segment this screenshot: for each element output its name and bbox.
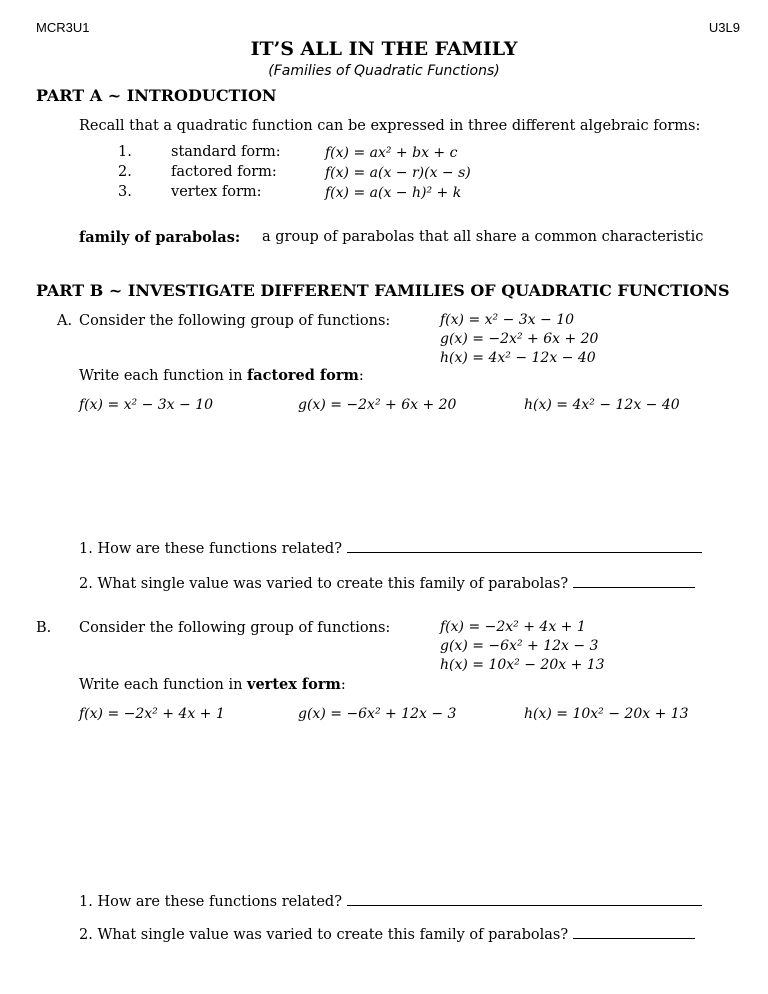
- form-equation: f(x) = ax² + bx + c: [325, 145, 458, 161]
- part-a-heading: PART A ~ INTRODUCTION: [36, 86, 277, 105]
- section-a-instruction: [79, 367, 364, 384]
- question-text: 2. What single value was varied to create this family of parabolas?: [79, 927, 569, 943]
- page-title: IT’S ALL IN THE FAMILY: [250, 38, 518, 60]
- section-b-question-2: [79, 926, 695, 943]
- work-f: f(x) = x² − 3x − 10: [79, 397, 214, 413]
- section-a-question-1: [79, 540, 702, 557]
- instruction-suffix: :: [340, 677, 346, 693]
- section-b-consider: Consider the following group of functions:: [79, 620, 391, 636]
- lesson-code: U3L9: [708, 20, 740, 35]
- section-a-consider: Consider the following group of functions:: [79, 313, 391, 329]
- part-b-heading: PART B ~ INVESTIGATE DIFFERENT FAMILIES OF QUADRATIC FUNCTIONS: [36, 281, 730, 300]
- definition-text: a group of parabolas that all share a common characteristic: [262, 229, 704, 245]
- function-h: h(x) = 4x² − 12x − 40: [440, 350, 596, 366]
- section-a-question-2: [79, 575, 695, 592]
- work-f: f(x) = −2x² + 4x + 1: [79, 706, 225, 722]
- answer-line[interactable]: [573, 575, 695, 588]
- form-equation: f(x) = a(x − r)(x − s): [325, 165, 471, 181]
- form-number: 3.: [118, 184, 132, 200]
- part-a-intro: Recall that a quadratic function can be expressed in three different algebraic forms:: [79, 118, 701, 134]
- question-text: 1. How are these functions related?: [79, 541, 342, 557]
- form-name: vertex form:: [171, 184, 262, 200]
- section-b-label: B.: [36, 620, 52, 636]
- form-name: standard form:: [171, 144, 281, 160]
- question-text: 1. How are these functions related?: [79, 894, 342, 910]
- instruction-prefix: Write each function in: [79, 368, 248, 384]
- instruction-suffix: :: [358, 368, 364, 384]
- function-h: h(x) = 10x² − 20x + 13: [440, 657, 605, 673]
- section-a-label: A.: [57, 313, 73, 329]
- work-g: g(x) = −6x² + 12x − 3: [298, 706, 457, 722]
- question-text: 2. What single value was varied to create this family of parabolas?: [79, 576, 569, 592]
- form-number: 2.: [118, 164, 132, 180]
- answer-line[interactable]: [347, 540, 702, 553]
- function-f: f(x) = −2x² + 4x + 1: [440, 619, 586, 635]
- definition-term: family of parabolas:: [79, 229, 241, 246]
- work-h: h(x) = 10x² − 20x + 13: [524, 706, 689, 722]
- function-g: g(x) = −2x² + 6x + 20: [440, 331, 599, 347]
- answer-line[interactable]: [573, 926, 695, 939]
- form-name: factored form:: [171, 164, 277, 180]
- function-g: g(x) = −6x² + 12x − 3: [440, 638, 599, 654]
- instruction-form: vertex form: [247, 676, 341, 693]
- section-b-question-1: [79, 893, 702, 910]
- work-g: g(x) = −2x² + 6x + 20: [298, 397, 457, 413]
- form-equation: f(x) = a(x − h)² + k: [325, 185, 462, 201]
- page-subtitle: (Families of Quadratic Functions): [268, 63, 500, 79]
- course-code: MCR3U1: [36, 20, 90, 35]
- form-number: 1.: [118, 144, 132, 160]
- function-f: f(x) = x² − 3x − 10: [440, 312, 575, 328]
- instruction-form: factored form: [247, 367, 359, 384]
- section-b-instruction: [79, 676, 346, 693]
- instruction-prefix: Write each function in: [79, 677, 248, 693]
- answer-line[interactable]: [347, 893, 702, 906]
- work-h: h(x) = 4x² − 12x − 40: [524, 397, 680, 413]
